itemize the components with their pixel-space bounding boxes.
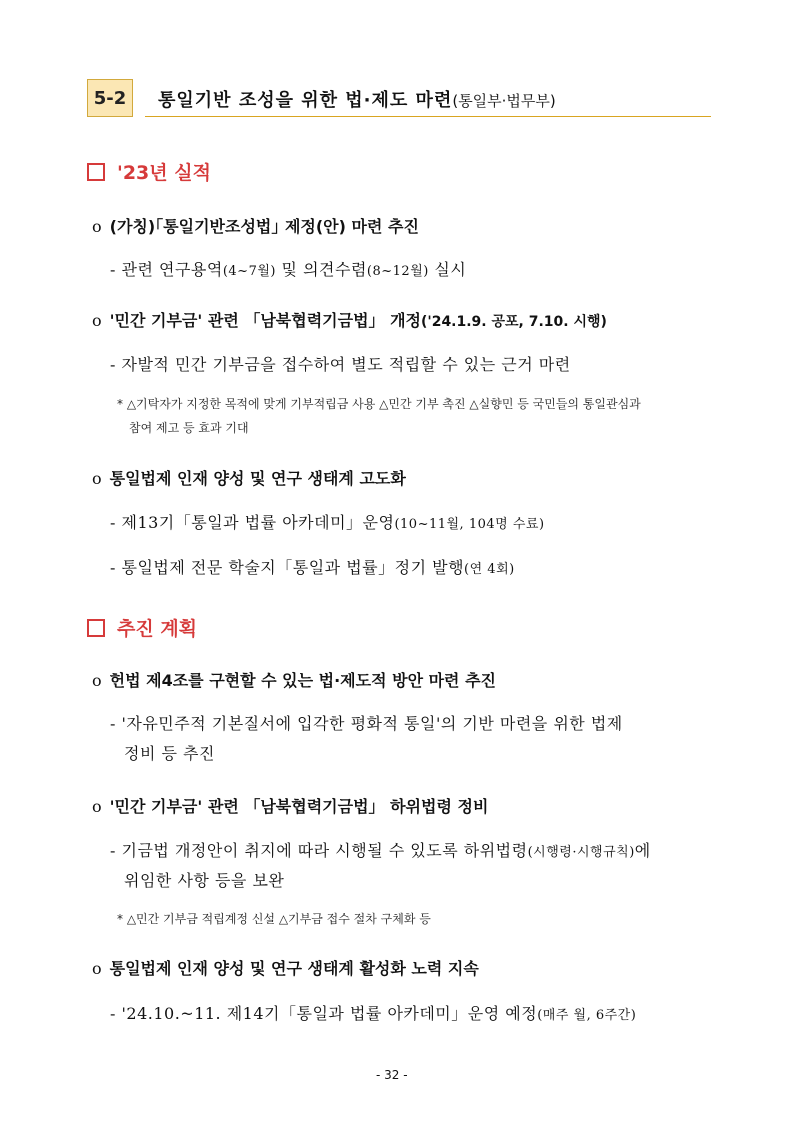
dash-text: 실시: [428, 260, 467, 279]
results-item2-title-paren: ('24.1.9. 공포, 7.10. 시행): [421, 314, 607, 330]
bullet-o: o: [92, 959, 102, 978]
plan-item1-title-text: 헌법 제4조를 구현할 수 있는 법·제도적 방안 마련 추진: [109, 671, 496, 690]
bullet-o: o: [92, 311, 102, 330]
plan-item1-dash1-line1: - '자유민주적 기본질서에 입각한 평화적 통일'의 기반 마련을 위한 법제: [110, 714, 623, 733]
plan-heading-text: 추진 계획: [117, 618, 198, 640]
plan-item2-dash1-line2: 위임한 사항 등을 보완: [124, 871, 285, 890]
dash-paren: (매주 월, 6주간): [537, 1008, 637, 1023]
section-title-text: 통일기반 조성을 위한 법·제도 마련: [158, 90, 453, 111]
bullet-o: o: [92, 217, 102, 236]
dash-text: - 통일법제 전문 학술지「통일과 법률」정기 발행: [110, 558, 465, 577]
checkbox-square-icon: [87, 163, 105, 181]
dash-paren: (시행령·시행규칙): [527, 845, 635, 860]
results-item2-note-line1: * △기탁자가 지정한 목적에 맞게 기부적립금 사용 △민간 기부 촉진 △실향민 등 국민들의 통일관심과: [117, 397, 641, 411]
dash-text: - 기금법 개정안이 취지에 따라 시행될 수 있도록 하위법령: [110, 841, 528, 860]
dash-text: - '24.10.~11. 제14기「통일과 법률 아카데미」운영 예정: [110, 1004, 538, 1023]
results-heading: [87, 158, 211, 185]
results-item2-note-line2: 참여 제고 등 효과 기대: [129, 421, 249, 435]
results-item1-title: [92, 214, 419, 237]
bullet-o: o: [92, 469, 102, 488]
results-heading-text: '23년 실적: [117, 162, 211, 184]
plan-heading: [87, 614, 197, 641]
plan-item2-title: [92, 794, 488, 817]
plan-item3-title-text: 통일법제 인재 양성 및 연구 생태계 활성화 노력 지속: [109, 959, 479, 978]
section-title: [158, 86, 556, 112]
section-underline: [145, 116, 711, 117]
dash-paren: (4~7월): [222, 264, 276, 279]
plan-item2-note: * △민간 기부금 적립계정 신설 △기부금 접수 절차 구체화 등: [117, 912, 431, 926]
dash-text: 및 의견수렴: [275, 260, 367, 279]
results-item3-dash2: [110, 555, 515, 578]
results-item3-title: [92, 466, 406, 489]
page-number: - 32 -: [376, 1068, 408, 1082]
results-item3-title-text: 통일법제 인재 양성 및 연구 생태계 고도화: [109, 469, 406, 488]
results-item3-dash1: [110, 510, 545, 533]
dash-text: - 제13기「통일과 법률 아카데미」운영: [110, 513, 395, 532]
plan-item2-title-text: '민간 기부금' 관련 「남북협력기금법」 하위법령 정비: [109, 797, 489, 816]
plan-item2-dash1-line1: [110, 838, 651, 861]
checkbox-square-icon: [87, 619, 105, 637]
plan-item1-dash1-line2: 정비 등 추진: [124, 744, 215, 763]
plan-item3-title: [92, 956, 479, 979]
dash-paren: (8~12월): [366, 264, 429, 279]
results-item2-dash1: - 자발적 민간 기부금을 접수하여 별도 적립할 수 있는 근거 마련: [110, 355, 571, 374]
bullet-o: o: [92, 671, 102, 690]
dash-paren: (연 4회): [464, 562, 515, 577]
results-item2-title: [92, 308, 607, 331]
results-item2-title-text: '민간 기부금' 관련 「남북협력기금법」 개정: [109, 311, 422, 330]
dash-text: 에: [634, 841, 651, 860]
section-subtitle: (통일부·법무부): [452, 92, 556, 110]
plan-item1-title: [92, 668, 496, 691]
section-number-badge: 5-2: [87, 79, 133, 117]
bullet-o: o: [92, 797, 102, 816]
dash-text: - 관련 연구용역: [110, 260, 223, 279]
plan-item3-dash1: [110, 1001, 636, 1024]
results-item1-title-text: (가칭)｢통일기반조성법｣ 제정(안) 마련 추진: [109, 217, 419, 236]
dash-paren: (10~11월, 104명 수료): [394, 517, 545, 532]
results-item1-dash1: [110, 257, 466, 280]
